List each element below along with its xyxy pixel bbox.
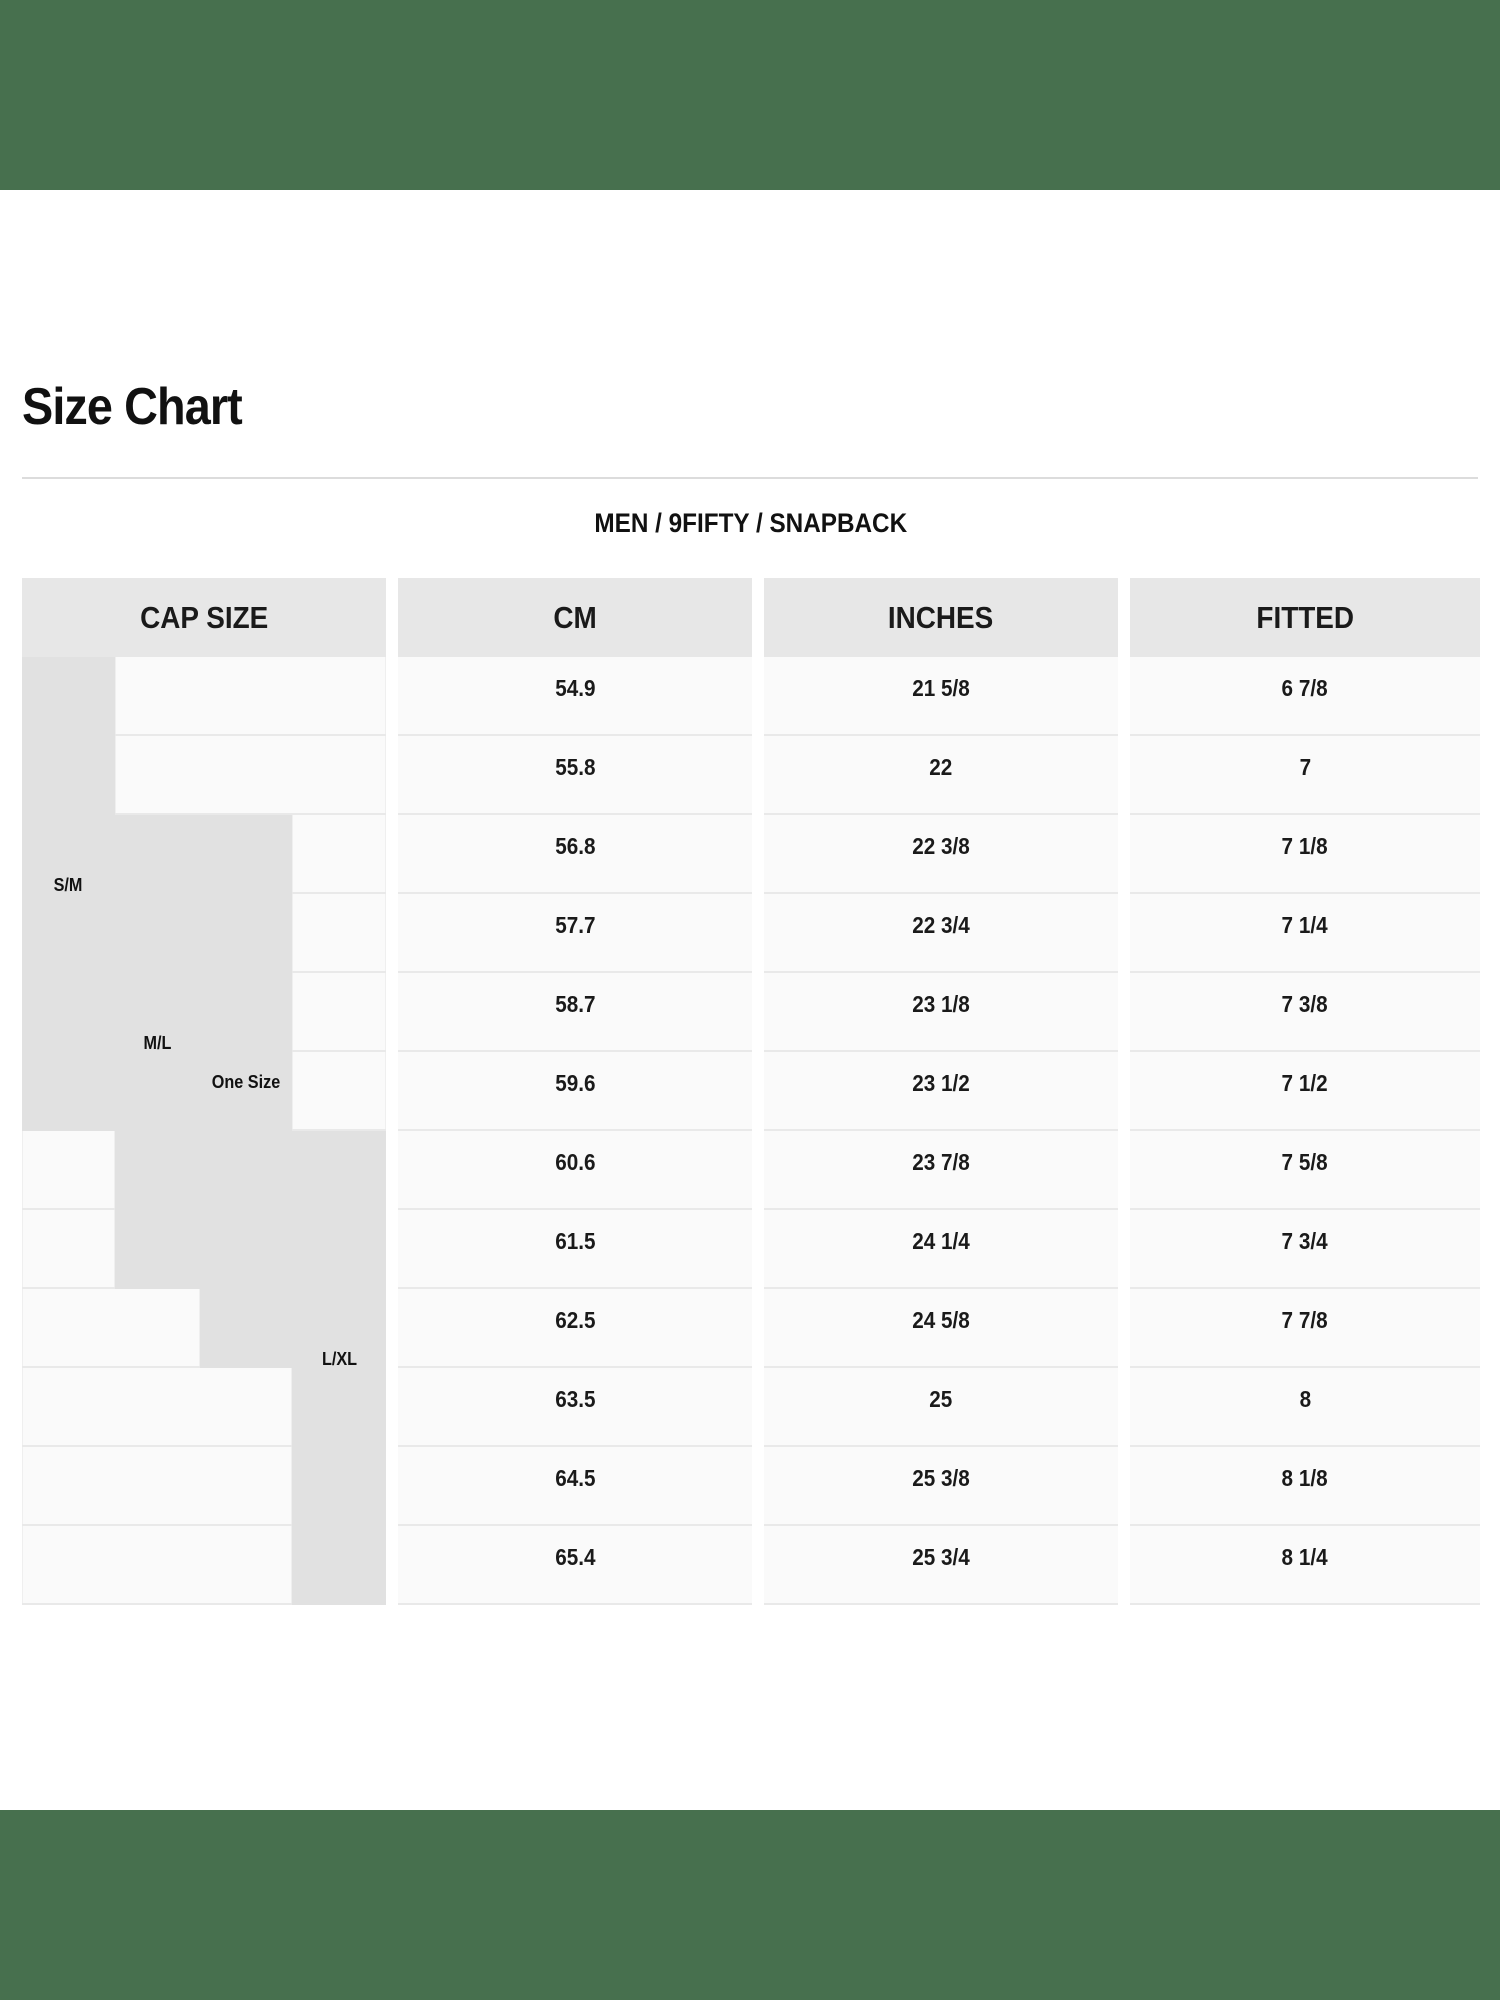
cm-value: 65.4 — [398, 1526, 752, 1605]
inches-value: 24 1/4 — [764, 1210, 1118, 1289]
cap-size-cell — [292, 894, 386, 973]
cap-size-cell — [292, 1052, 386, 1131]
cap-size-cell — [22, 1289, 200, 1368]
cm-value: 54.9 — [398, 657, 752, 736]
fitted-value: 8 1/4 — [1130, 1526, 1480, 1605]
cap-size-cell — [292, 815, 386, 894]
fitted-value: 7 1/4 — [1130, 894, 1480, 973]
fitted-value: 7 5/8 — [1130, 1131, 1480, 1210]
header-fitted: FITTED — [1130, 578, 1480, 657]
cm-value: 59.6 — [398, 1052, 752, 1131]
page-title — [22, 378, 266, 436]
cm-column — [398, 657, 752, 1605]
category-subtitle-text: MEN / 9FIFTY / SNAPBACK — [594, 508, 908, 538]
cap-size-cell — [22, 1210, 115, 1289]
header-cm: CM — [398, 578, 752, 657]
cm-value: 56.8 — [398, 815, 752, 894]
inches-value: 23 1/2 — [764, 1052, 1118, 1131]
cm-value: 55.8 — [398, 736, 752, 815]
cm-value: 61.5 — [398, 1210, 752, 1289]
inches-value: 25 3/8 — [764, 1447, 1118, 1526]
cm-value: 62.5 — [398, 1289, 752, 1368]
fitted-value: 6 7/8 — [1130, 657, 1480, 736]
cap-size-column — [22, 657, 386, 1605]
inches-value: 25 — [764, 1368, 1118, 1447]
top-green-band — [0, 0, 1500, 190]
cap-size-cell — [115, 736, 386, 815]
cap-size-cell — [22, 1526, 292, 1605]
page-title-text: Size Chart — [22, 378, 242, 436]
inches-value: 22 — [764, 736, 1118, 815]
cap-size-cell — [22, 1131, 115, 1210]
cm-value: 63.5 — [398, 1368, 752, 1447]
cap-size-group-ml: M/L — [115, 815, 200, 1289]
inches-value: 23 7/8 — [764, 1131, 1118, 1210]
cap-size-cell — [115, 657, 386, 736]
fitted-value: 7 3/8 — [1130, 973, 1480, 1052]
cap-size-group-one-size: One Size — [200, 815, 292, 1368]
category-subtitle — [22, 508, 1480, 539]
inches-value: 22 3/4 — [764, 894, 1118, 973]
fitted-value: 8 1/8 — [1130, 1447, 1480, 1526]
inches-value: 25 3/4 — [764, 1526, 1118, 1605]
fitted-value: 8 — [1130, 1368, 1480, 1447]
fitted-value: 7 7/8 — [1130, 1289, 1480, 1368]
fitted-value: 7 1/2 — [1130, 1052, 1480, 1131]
header-cap-size: CAP SIZE — [22, 578, 386, 657]
inches-value: 24 5/8 — [764, 1289, 1118, 1368]
header-inches: INCHES — [764, 578, 1118, 657]
divider-rule — [22, 477, 1478, 479]
cap-size-cell — [292, 973, 386, 1052]
inches-value: 21 5/8 — [764, 657, 1118, 736]
cm-value: 57.7 — [398, 894, 752, 973]
inches-value: 22 3/8 — [764, 815, 1118, 894]
cap-size-cell — [22, 1368, 292, 1447]
cm-value: 64.5 — [398, 1447, 752, 1526]
fitted-column — [1130, 657, 1480, 1605]
cap-size-group-lxl: L/XL — [292, 1131, 386, 1605]
bottom-green-band — [0, 1810, 1500, 2000]
cap-size-cell — [22, 1447, 292, 1526]
fitted-value: 7 3/4 — [1130, 1210, 1480, 1289]
inches-value: 23 1/8 — [764, 973, 1118, 1052]
cap-size-group-sm: S/M — [22, 657, 115, 1131]
size-table — [22, 578, 1480, 1605]
fitted-value: 7 1/8 — [1130, 815, 1480, 894]
inches-column — [764, 657, 1118, 1605]
cm-value: 60.6 — [398, 1131, 752, 1210]
cm-value: 58.7 — [398, 973, 752, 1052]
fitted-value: 7 — [1130, 736, 1480, 815]
